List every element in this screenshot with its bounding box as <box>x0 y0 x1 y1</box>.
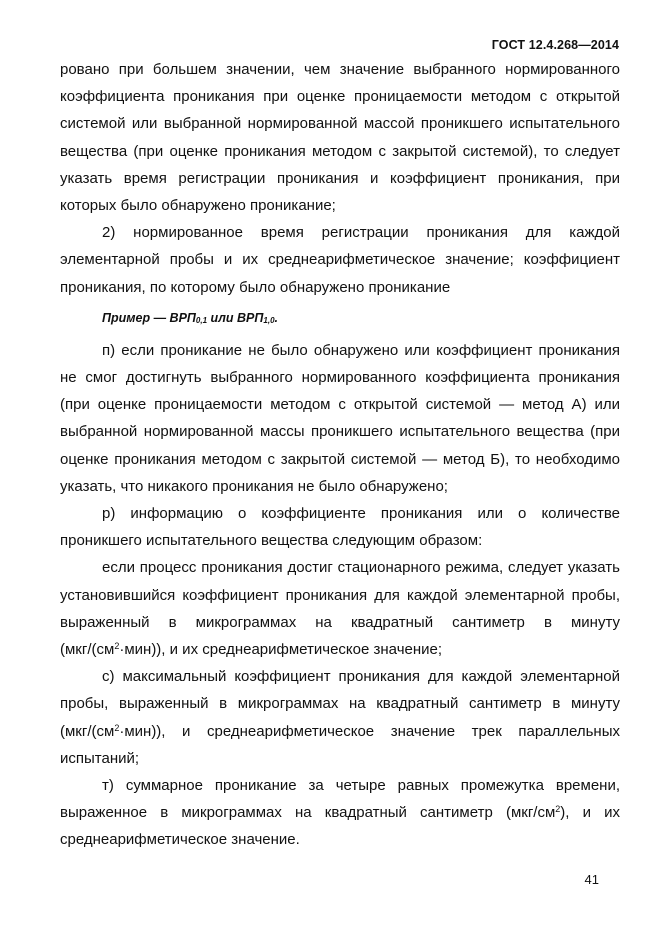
paragraph-text: ), и их среднеарифметическое значение. <box>60 804 620 849</box>
example-subscript-1: 0,1 <box>195 315 208 325</box>
paragraph-text: ·мин)), и их среднеарифметическое значение; <box>119 641 443 659</box>
example-suffix: . <box>274 310 278 325</box>
example-prefix: Пример — ВРП <box>102 310 196 325</box>
paragraph-text: т) суммарное проникание за четыре равных промежутка времени, выраженное в микрограммах на квадратный сантиметр (мкг/см <box>60 777 620 822</box>
paragraph-item-t <box>60 772 620 854</box>
superscript: 2 <box>555 804 561 815</box>
paragraph-text: с) максимальный коэффициент проникания для каждой элементарной пробы, выраженный в микрограммах на квадратный сантиметр в минуту (мкг/(см <box>60 668 620 740</box>
example-line <box>60 305 620 334</box>
document-body <box>60 56 620 854</box>
paragraph-item-p: п) если проникание не было обнаружено или коэффициент проникания не смог достигнуть выбранного нормированного коэффициента проникания (при оценке проницаемости методом с открытой системой — метод А) или выбранной нормированной массы проникшего испытательного вещества (при оценке проникания методом с закрытой системой — метод Б), то необходимо указать, что никакого проникания не было обнаружено; <box>60 341 620 495</box>
paragraph-text: ·мин)), и среднеарифметическое значение трек параллельных испытаний; <box>60 722 620 767</box>
paragraph-text: если процесс проникания достиг стационарного режима, следует указать установившийся коэффициент проникания для каждой элементарной пробы, выраженный в микрограммах на квадратный сантиметр в минуту (мкг/(см <box>60 559 620 659</box>
example-middle: или ВРП <box>207 310 264 325</box>
paragraph-continuation: ровано при большем значении, чем значение выбранного нормированного коэффициента проникания при оценке проницаемости методом с открытой системой или выбранной нормированной массой проникшего испытательного вещества (при оценке проникания методом с закрытой системой), то следует указать время регистрации проникания и коэффициент проникания, при которых было обнаружено проникание; <box>60 61 620 215</box>
superscript: 2 <box>114 722 120 733</box>
example-subscript-2: 1,0 <box>263 315 275 325</box>
superscript: 2 <box>114 641 120 652</box>
paragraph-steady-state <box>60 554 620 663</box>
page-number: 41 <box>584 872 599 887</box>
paragraph-item-r: р) информацию о коэффициенте проникания или о количестве проникшего испытательного вещества следующим образом: <box>60 505 620 550</box>
document-code-header: ГОСТ 12.4.268—2014 <box>491 38 619 52</box>
paragraph-item-s <box>60 663 620 772</box>
paragraph-item-2: 2) нормированное время регистрации проникания для каждой элементарной пробы и их среднеарифметическое значение; коэффициент проникания, по которому было обнаружено проникание <box>60 224 620 296</box>
